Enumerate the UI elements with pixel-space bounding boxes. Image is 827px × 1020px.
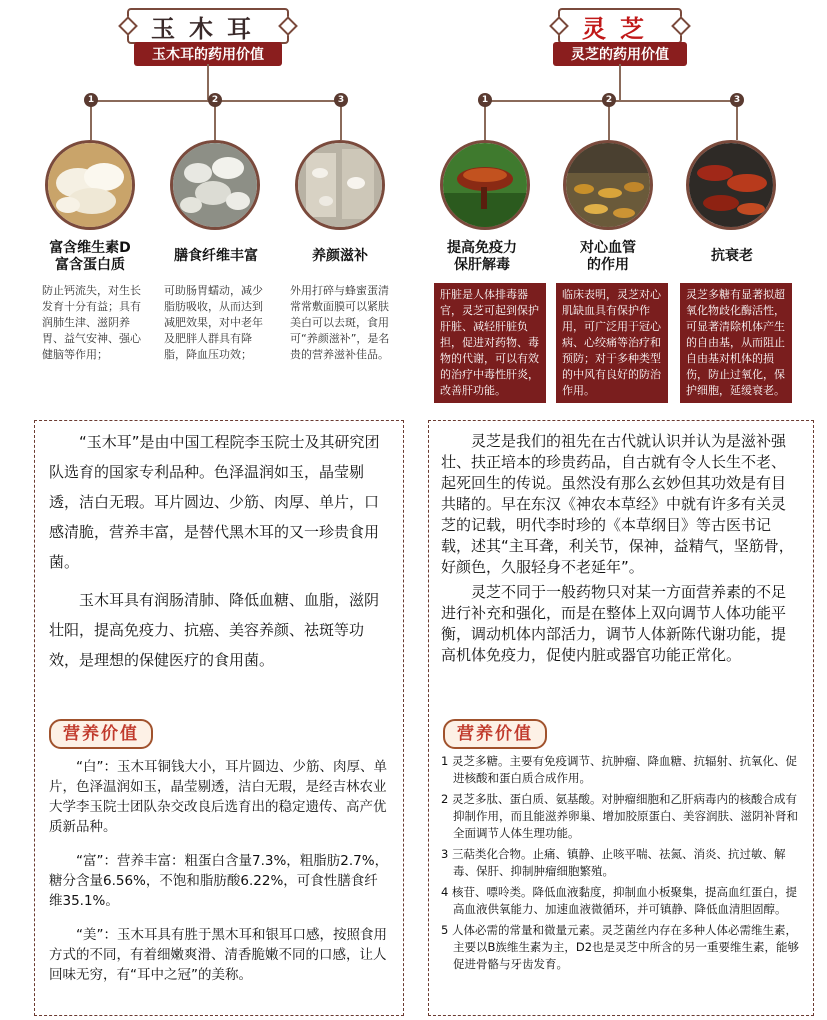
nutrition-list-item: 3 三萜类化合物。止痛、镇静、止咳平喘、祛氮、消炎、抗过敏、解毒、保肝、抑制肿瘤细胞繁殖。 [441, 847, 786, 878]
lingzhi-image-icon [443, 143, 527, 227]
column-jade-fungus [8, 0, 408, 1020]
nutrition-list-item: 5 人体必需的常量和微量元素。灵芝菌丝内存在多种人体必需维生素，主要以B族维生素为主，D2也是灵芝中所含的另一重要维生素，能够促进骨骼与牙齿发育。 [441, 923, 800, 971]
nutrition-paragraph: “富”：营养丰富：粗蛋白含量7.3%，粗脂肪2.7%，糖分含量6.56%，不饱和脂肪酸6.22%，可食性膳食纤维35.1%。 [49, 853, 389, 909]
lingzhi-photo [440, 140, 530, 230]
feature-title: 养颜滋补 [312, 248, 368, 264]
intro-paragraph: 玉木耳具有润肠清肺、降低血糖、血脂，滋阴壮阳，提高免疫力、抗癌、美容养颜、祛斑等功效，是理想的保健医疗的食用菌。 [49, 591, 380, 669]
intro-paragraph: 灵芝是我们的祖先在古代就认识并认为是滋补强壮、扶正培本的珍贵药品，自古就有令人长生不老、起死回生的传说。虽然没有那么玄妙但其功效是有目共睹的。早在东汉《神农本草经》中就有许多有关灵芝的记载，明代李时珍的《本草纲目》等古医书记载，述其“主耳聋，利关节，保神，益精气，坚筋骨，好颜色，久服轻身不老延年”。 [441, 432, 794, 576]
feature-description: 临床表明，灵芝对心肌缺血具有保护作用，可广泛用于冠心病、心绞痛等治疗和预防；对于多种类型的中风有良好的防治作用。 [556, 283, 668, 403]
nutrition-section [441, 753, 801, 977]
tree-connector [619, 64, 621, 100]
feature-description: 灵芝多糖有显著拟超氧化物歧化酶活性，可显著清除机体产生的自由基，从而阻止自由基对机体的损伤，防止过氧化，保护细胞，延缓衰老。 [680, 283, 792, 403]
title-banner-lingzhi: 灵芝 [558, 8, 682, 44]
feature-title: 膳食纤维丰富 [174, 248, 258, 264]
intro-section [441, 431, 797, 670]
subtitle-lingzhi: 灵芝的药用价值 [553, 42, 687, 66]
fungus-bag-image-icon [298, 143, 382, 227]
feature-title: 抗衰老 [711, 248, 753, 264]
lingzhi-farm-image-icon [566, 143, 650, 227]
lingzhi-cluster-image-icon [689, 143, 773, 227]
lingzhi-info-box [428, 420, 814, 1016]
intro-section [49, 427, 389, 675]
jade-fungus-photo [45, 140, 135, 230]
lingzhi-cluster-photo [686, 140, 776, 230]
fungus-cluster-image-icon [173, 143, 257, 227]
number-badge: 2 [602, 93, 616, 107]
feature-title: 富含维生素D 富含蛋白质 [49, 240, 131, 273]
feature-title: 对心血管 的作用 [580, 240, 636, 273]
nutrition-section [49, 757, 389, 999]
feature-description: 可助肠胃蠕动，减少脂肪吸收，从而达到减肥效果，对中老年及肥胖人群具有降脂，降血压功效； [164, 284, 263, 361]
subtitle-jade-fungus: 玉木耳的药用价值 [134, 42, 282, 66]
number-badge: 3 [730, 93, 744, 107]
fungus-cluster-photo [170, 140, 260, 230]
intro-paragraph: 灵芝不同于一般药物只对某一方面营养素的不足进行补充和强化，而是在整体上双向调节人体功能平衡，调动机体内部活力，调节人体新陈代谢功能，提高机体免疫力，促使内脏或器官功能正常化。 [441, 583, 787, 664]
number-badge: 3 [334, 93, 348, 107]
number-badge: 2 [208, 93, 222, 107]
number-badge: 1 [84, 93, 98, 107]
nutrition-list-item: 1 灵芝多糖。主要有免疫调节、抗肿瘤、降血糖、抗辐射、抗氧化、促进核酸和蛋白质合成作用。 [441, 754, 797, 785]
feature-title: 提高免疫力 保肝解毒 [447, 240, 517, 273]
intro-paragraph: “玉木耳”是由中国工程院李玉院士及其研究团队选育的国家专利品种。色泽温润如玉，晶莹剔透，洁白无瑕。耳片圆边、少筋、肉厚、单片，口感清脆，营养丰富，是替代黑木耳的又一珍贵食用菌。 [49, 433, 380, 571]
nutrition-paragraph: “白”：玉木耳铜钱大小，耳片圆边、少筋、肉厚、单片，色泽温润如玉，晶莹剔透，洁白无瑕，是经吉林农业大学李玉院士团队杂交改良后选育出的稳定遗传、高产优质新品种。 [49, 759, 387, 835]
nutrition-list-item: 4 核苷、嘌呤类。降低血液黏度，抑制血小板聚集，提高血红蛋白，提高血液供氧能力、加速血液微循环，并可镇静、降低血清胆固醇。 [441, 885, 797, 916]
nutrition-paragraph: “美”：玉木耳具有胜于黑木耳和银耳口感，按照食用方式的不同，有着细嫩爽滑、清香脆嫩不同的口感，让人回味无穷，有“耳中之冠”的美称。 [49, 927, 387, 983]
feature-description: 防止钙流失，对生长发育十分有益；具有润肺生津、滋阴养胃、益气安神、强心健脑等作用； [42, 284, 141, 361]
nutrition-list-item: 2 灵芝多肽、蛋白质、氨基酸。对肿瘤细胞和乙肝病毒内的核酸合成有抑制作用，而且能滋养卵巢、增加胶原蛋白、美容润肤、滋阴补肾和全面调节人体生理功能。 [441, 792, 798, 840]
title-banner-jade-fungus: 玉木耳 [127, 8, 289, 44]
jade-fungus-image-icon [48, 143, 132, 227]
nutrition-heading: 营养价值 [49, 719, 153, 749]
feature-description: 外用打碎与蜂蜜蛋清常常敷面膜可以紧肤美白可以去斑，食用可“养颜滋补”，是名贵的营养滋补佳品。 [290, 284, 390, 361]
lingzhi-farm-photo [563, 140, 653, 230]
column-lingzhi [420, 0, 820, 1020]
nutrition-heading: 营养价值 [443, 719, 547, 749]
number-badge: 1 [478, 93, 492, 107]
feature-description: 肝脏是人体排毒器官，灵芝可起到保护肝脏、减轻肝脏负担，促进对药物、毒物的代谢，可以有效的治疗中毒性肝炎，改善肝功能。 [434, 283, 546, 403]
jade-fungus-info-box [34, 420, 404, 1016]
fungus-bag-photo [295, 140, 385, 230]
